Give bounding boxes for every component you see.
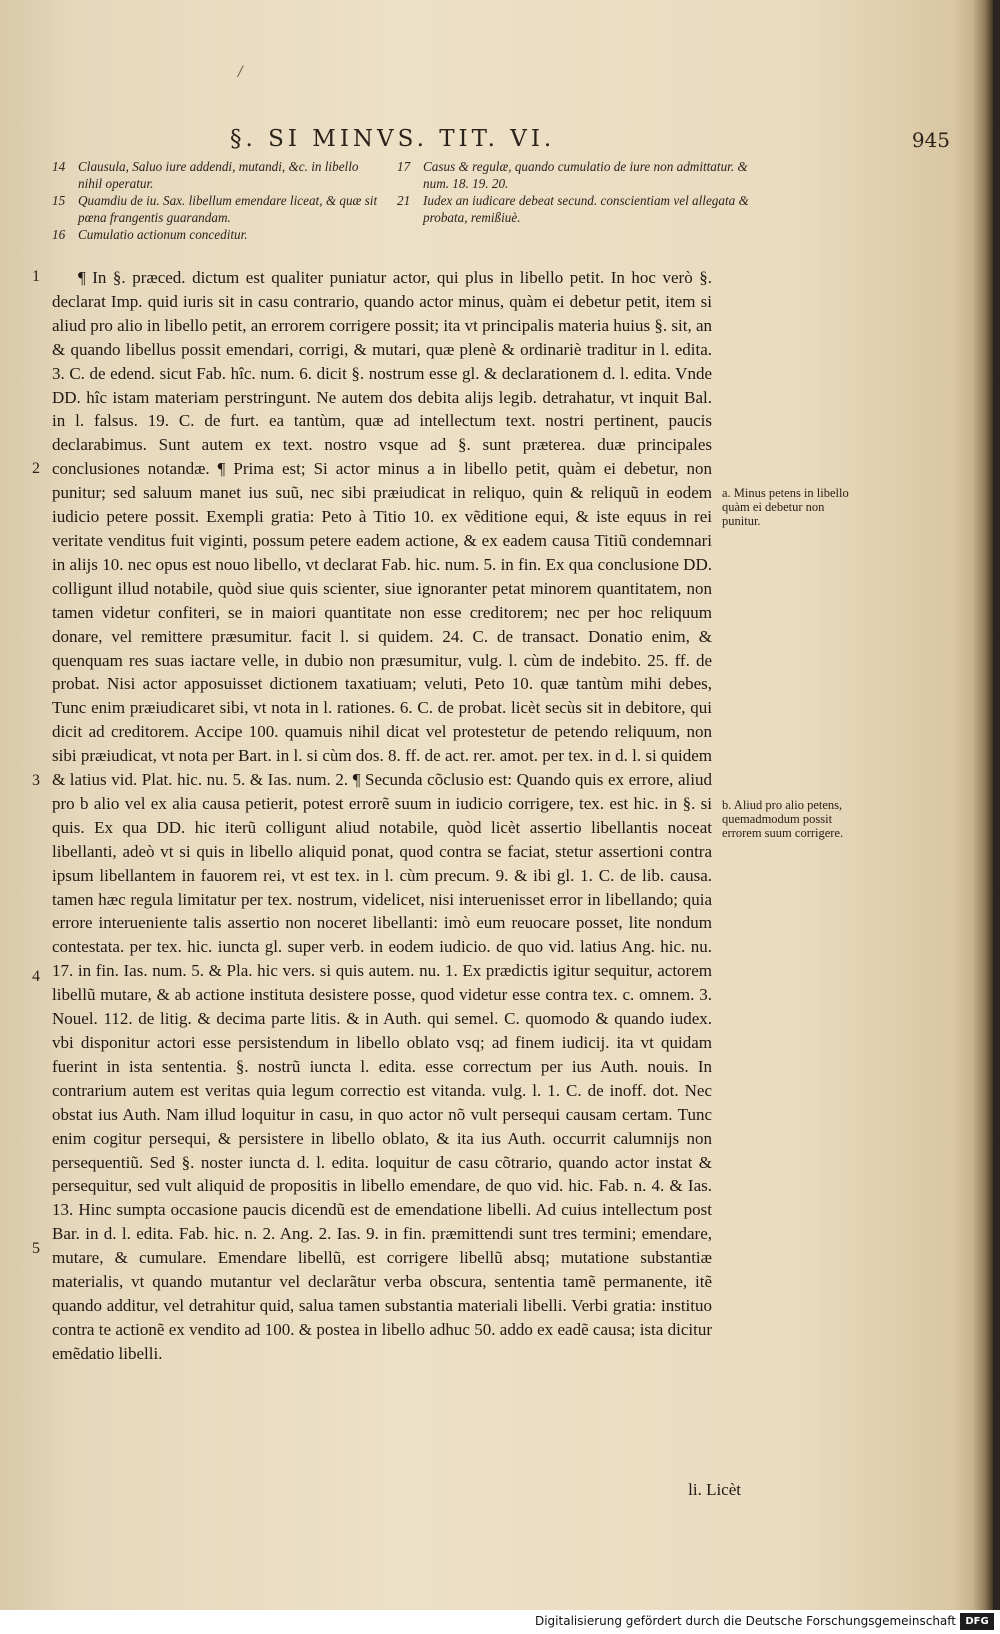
paragraph: ¶ In §. præced. dictum est qualiter puniatur actor, qui plus in libello petit. In hoc verò §. declarat Imp. quid iuris sit in casu contrario, quando actor minus, quàm ei debetur petit, item si aliud pro alio in libello petit, an errorem corrigere possit; ita vt principalis materia huius §. sit, an & quando libellus possit emendari, corrigi, & mutari, quæ plenè & ordinariè traditur in l. edita. 3. C. de edend. sicut Fab. hîc. num. 6. dicit §. nostrum esse gl. & declarationem d. l. edita. Vnde DD. hîc istam materiam perstringunt. Ne autem dos debita alijs legib. detrahatur, vt inquit Bal. in l. falsus. 19. C. de furt. ea tantùm, quæ ad intellectum text. nostri pertinent, paucis declarabimus. Sunt autem ex text. nostro vsque ad §. sunt præterea. duæ principales conclusiones notandæ. ¶ Prima est; Si actor minus a in libello petit, quàm ei debetur, non punitur; sed saluum manet ius suũ, nec sibi præiudicat in reliquo, quin & reliquũ in eodem iudicio petere possit. Exempli gratia: Peto à Titio 10. ex vẽditione equi, & iste equus in rei veritate venditus fuit viginti, possum petere eadem actione, & ex eadem causa Titiũ condemnari in alijs 10. nec opus est nouo libello, vt declarat Fab. hic. num. 5. in fin. Ex qua conclusione DD. colligunt illud notabile, quòd siue quis scienter, siue ignoranter petat minorem quantitatem, non tamen videtur confiteri, se in maiori quantitate non esse creditorem; nec per hoc reliquum donare, vel remittere præsumitur. facit l. si quidem. 24. C. de transact. Donatio enim, & quenquam res suas iactare velle, in dubio non præsumitur, vulg. l. cùm de indebito. 25. ff. de probat. Nisi actor apposuisset dictionem taxatiuam; veluti, Peto 10. quæ tantùm mihi debes, Tunc enim præiudicaret sibi, vt nota in l. rationes. 6. C. de probat. licèt secùs sit in debitore, qui dicit ad creditorem. Accipe 100. quamuis nihil dicat vel protestetur de petendo reliquum, non sibi præiudicat, vt nota per Bart. in l. si cùm dos. 8. ff. de act. rer. amot. per tex. in d. l. si quidem & latius vid. Plat. hic. nu. 5. & Ias. num. 2. ¶ Secunda cõclusio est: Quando quis ex errore, aliud pro b alio vel ex alia causa petierit, potest errorẽ suum in iudicio corrigere, tex. est hic. in §. si quis. Ex qua DD. hic iterũ colligunt aliud notabile, quòd licèt assertio libellantis noceat libellanti, adeò vt si quis in libello aliquid ponat, quod contra se faciat, stetur assertioni contra ipsum libellantem in fauorem rei, vt est tex. in l. cùm precum. 9. & ibi gl. 1. C. de lib. causa. tamen hæc regula limitatur per tex. nostrum, videlicet, nisi interuenisset error in libellando; quia errore interueniente talis assertio non noceret libellanti: imò eum reuocare posset, lite nondum contestata. per tex. hic. iuncta gl. super verb. in eodem iudicio. de quo vid. latius Ang. hic. nu. 17. in fin. Ias. num. 5. & Pla. hic vers. si quis autem. nu. 1. Ex prædictis igitur sequitur, actorem libellũ mutare, & ab actione instituta desistere posse, quod videtur esse contra tex. c. omnem. 3. Nouel. 112. de litig. & decima parte litis. & in Auth. qui semel. C. quomodo & quando iudex. vbi disponitur actori esse persistendum in libello oblato vsq; ad finem iudicij. ita vt quidam fuerint in ista sententia. §. nostrũ iuncta l. edita. esse correctum per ius Auth. nouis. In contrarium autem est veritas quia legum correctio est vitanda. vulg. l. 1. C. de inoff. dot. Nec obstat ius Auth. Nam illud loquitur in casu, in quo actor nõ vult persequi causam certam. Tunc enim cogitur persequi, & persistere in libello oblato, & ita ius Auth. occurrit calumnijs non persequentiũ. Sed §. noster iuncta d. l. edita. loquitur de casu cõtrario, quando actor instat & persequitur, sed vult aliquid de propositis in libello emendare, de quo vid. hic. Fab. n. 4. & Ias. 13. Hinc sumpta occasione paucis dicendũ est de emendatione libelli. Ad cuius intellectum post Bar. in d. l. edita. Fab. hic. n. 2. Ang. 2. Ias. 9. in fin. præmittendi sunt tres termini; emendare, mutare, & cumulare. Emendare libellũ, est corrigere libellũ absq; mutatione substantiæ materialis, vt quando mutantur vel declarãtur verba obscura, sententia tamẽ permanente, itẽ quando additur, vel detrahitur quid, salua tamen substantia materiali libelli. Verbi gratia: instituo contra te actionẽ ex vendito ad 100. & postea in libello adhuc 50. addo ex eadẽ causa; ista dicitur emẽdatio libelli. — [52, 268, 712, 1363]
summary-item-text: Casus & regulæ, quando cumulatio de iure non admittatur. & num. 18. 19. 20. — [423, 159, 748, 191]
summary-item — [52, 226, 382, 243]
page-number: 945 — [911, 128, 950, 152]
section-number: 4 — [32, 968, 40, 985]
footer-credit: Digitalisierung gefördert durch die Deutsche Forschungsgemeinschaft — [534, 1614, 956, 1628]
summary-item-number: 16 — [52, 227, 66, 242]
catchword: li. Licèt — [688, 1480, 741, 1499]
summary-item-text: Clausula, Saluo iure addendi, mutandi, &c. in libello nihil operatur. — [78, 159, 359, 191]
margin-note: a. Minus petens in libello quàm ei debetur non punitur. — [722, 486, 849, 528]
main-text — [52, 266, 712, 1366]
summary-item-number: 21 — [397, 193, 411, 208]
page-header — [230, 126, 950, 156]
summary-item-number: 15 — [52, 193, 66, 208]
section-number: 3 — [32, 772, 40, 789]
page-edge-shadow — [973, 0, 993, 1610]
summary-item-text: Cumulatio actionum conceditur. — [78, 227, 248, 242]
section-number: 5 — [32, 1240, 40, 1257]
chapter-summary — [52, 158, 752, 258]
summary-item-text: Iudex an iudicare debeat secund. conscientiam vel allegata & probata, remißiuè. — [423, 193, 749, 225]
section-number: 2 — [32, 460, 40, 477]
summary-item-number: 14 — [52, 159, 66, 174]
summary-item — [397, 158, 757, 192]
section-number: 1 — [32, 268, 40, 285]
margin-note: b. Aliud pro alio petens, quemadmodum possit errorem suum corrigere. — [722, 798, 844, 840]
page-mark: / — [238, 64, 243, 80]
summary-item — [397, 192, 757, 226]
summary-item-number: 17 — [397, 159, 411, 174]
summary-item-text: Quamdiu de iu. Sax. libellum emendare liceat, & quæ sit pœna frangentis guarandam. — [78, 193, 378, 225]
summary-right-column — [397, 158, 757, 226]
summary-item — [52, 192, 382, 226]
running-title: §. SI MINVS. TIT. VI. — [230, 126, 556, 152]
footer-bar — [0, 1610, 1000, 1634]
summary-left-column — [52, 158, 382, 243]
dfg-logo: DFG — [960, 1613, 994, 1630]
summary-item — [52, 158, 382, 192]
